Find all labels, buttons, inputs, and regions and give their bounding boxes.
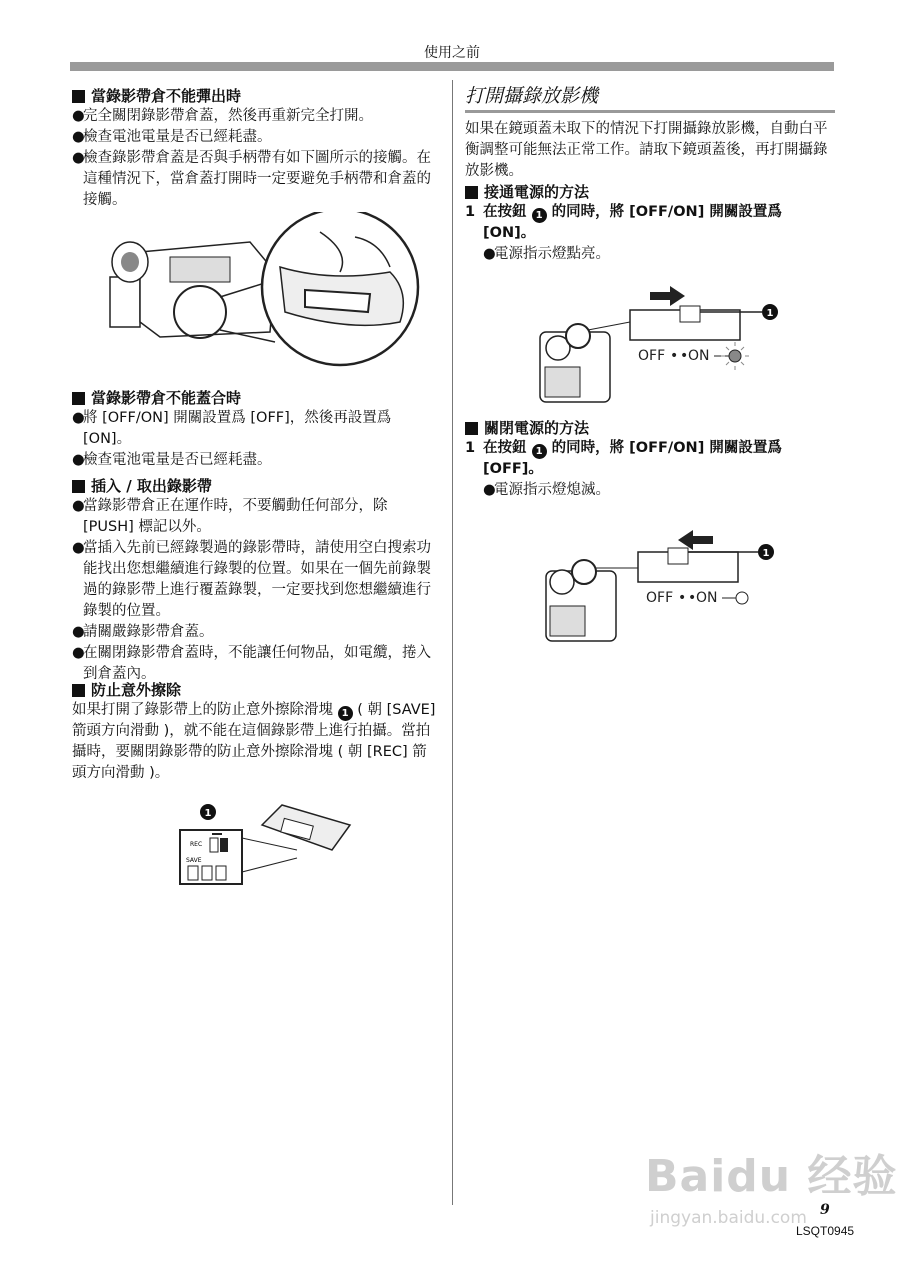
intro-text: 如果在鏡頭蓋未取下的情況下打開攝錄放影機，自動白平衡調整可能無法正常工作。請取下鏡頭蓋後，再打開攝錄放影機。 <box>465 121 828 179</box>
tape-callout-label: 1 <box>204 808 212 819</box>
section-heading: 當錄影帶倉不能蓋合時 <box>72 388 438 408</box>
svg-text:•: • <box>688 590 697 606</box>
rec-label: REC <box>190 841 203 848</box>
section-power-off <box>465 418 835 501</box>
bullet-item: ● 當插入先前已經錄製過的錄影帶時，請使用空白搜索功能找出您想繼續進行錄製的位置。如果在一個先前錄製過的錄影帶上進行覆蓋錄製，一定要找到您想繼續進行錄製的位置。 <box>72 538 438 622</box>
bullet-item: ● 請關嚴錄影帶倉蓋。 <box>72 622 438 643</box>
section-heading: 關閉電源的方法 <box>465 418 835 438</box>
svg-text:•: • <box>678 590 687 606</box>
bullet-item: ● 當錄影帶倉正在運作時，不要觸動任何部分，除 [PUSH] 標記以外。 <box>72 496 438 538</box>
dot-bullet-icon: ● <box>72 150 85 166</box>
square-bullet-icon <box>465 422 478 435</box>
square-bullet-icon <box>465 186 478 199</box>
bullet-item: ● 檢查電池電量是否已經耗盡。 <box>72 450 438 471</box>
section-title: 打開攝錄放影機 <box>465 85 599 107</box>
square-bullet-icon <box>72 392 85 405</box>
camcorder-grip-belt-illustration <box>100 212 440 372</box>
dot-bullet-icon: ● <box>72 129 85 145</box>
title-rule <box>465 110 835 113</box>
page-number: 9 <box>820 1202 830 1218</box>
page-header-title: 使用之前 <box>424 45 480 61</box>
dot-bullet-icon: ● <box>72 410 85 426</box>
step-item: 1 在按鈕 1 的同時，將 [OFF/ON] 開關設置爲 [OFF]。 <box>465 440 782 477</box>
switch-on-label: ON <box>696 590 718 606</box>
bullet-item: ● 檢查電池電量是否已經耗盡。 <box>72 127 438 148</box>
watermark-logo: Baidu 经验 <box>645 1151 898 1202</box>
power-off-switch-illustration <box>538 526 788 651</box>
bullet-item: ● 將 [OFF/ON] 開關設置爲 [OFF]，然後再設置爲 [ON]。 <box>72 408 438 450</box>
callout-number-icon: 1 <box>338 706 353 721</box>
callout-number-icon: 1 <box>762 548 770 559</box>
section-heading: 插入 / 取出錄影帶 <box>72 476 438 496</box>
bullet-item: ● 檢查錄影帶倉蓋是否與手柄帶有如下圖所示的接觸。在這種情況下，當倉蓋打開時一定要避免手柄帶和倉蓋的接觸。 <box>72 148 438 211</box>
switch-off-label: OFF <box>638 348 666 364</box>
square-bullet-icon <box>72 684 85 697</box>
section-turn-on-camcorder <box>465 84 835 182</box>
bullet-item: ● 電源指示燈熄滅。 <box>465 480 835 501</box>
dot-bullet-icon: ● <box>72 624 85 640</box>
header-rule <box>70 62 834 71</box>
switch-off-label: OFF <box>646 590 674 606</box>
svg-text:•: • <box>670 348 679 364</box>
document-code: LSQT0945 <box>796 1224 855 1238</box>
watermark-url: jingyan.baidu.com <box>650 1208 807 1228</box>
bullet-item: ● 完全關閉錄影帶倉蓋，然後再重新完全打開。 <box>72 106 438 127</box>
dot-bullet-icon: ● <box>72 498 85 514</box>
switch-on-label: ON <box>688 348 710 364</box>
section-heading: 當錄影帶倉不能彈出時 <box>72 86 438 106</box>
bullet-item: ● 電源指示燈點亮。 <box>465 244 835 265</box>
section-cassette-not-close <box>72 388 438 471</box>
square-bullet-icon <box>72 480 85 493</box>
svg-text:•: • <box>680 348 689 364</box>
section-insert-eject <box>72 476 438 685</box>
callout-number-icon: 1 <box>532 444 547 459</box>
dot-bullet-icon: ● <box>72 645 85 661</box>
callout-number-icon: 1 <box>766 308 774 319</box>
section-cassette-not-eject <box>72 86 438 211</box>
section-erase-prevention <box>72 680 438 784</box>
section-power-on <box>465 182 835 265</box>
dot-bullet-icon: ● <box>483 246 496 262</box>
step-item: 1 在按鈕 1 的同時，將 [OFF/ON] 開關設置爲 [ON]。 <box>465 204 782 241</box>
tape-erase-tab-illustration <box>172 800 352 890</box>
section-heading: 接通電源的方法 <box>465 182 835 202</box>
power-on-switch-illustration <box>530 282 790 412</box>
column-divider <box>452 80 453 1205</box>
section-heading: 防止意外擦除 <box>72 680 438 700</box>
callout-number-icon: 1 <box>532 208 547 223</box>
erase-prevention-text: 如果打開了錄影帶上的防止意外擦除滑塊 1 ( 朝 [SAVE] 箭頭方向滑動 )，就不能在這個錄影帶上進行拍攝。當拍攝時，要關閉錄影帶的防止意外擦除滑塊 ( 朝 [REC] 箭頭方向滑動 )。 <box>72 702 436 781</box>
dot-bullet-icon: ● <box>72 108 85 124</box>
save-label: SAVE <box>186 857 202 864</box>
bullet-item: ● 在關閉錄影帶倉蓋時，不能讓任何物品，如電纜，捲入到倉蓋內。 <box>72 643 438 685</box>
dot-bullet-icon: ● <box>483 482 496 498</box>
dot-bullet-icon: ● <box>72 540 85 556</box>
dot-bullet-icon: ● <box>72 452 85 468</box>
square-bullet-icon <box>72 90 85 103</box>
